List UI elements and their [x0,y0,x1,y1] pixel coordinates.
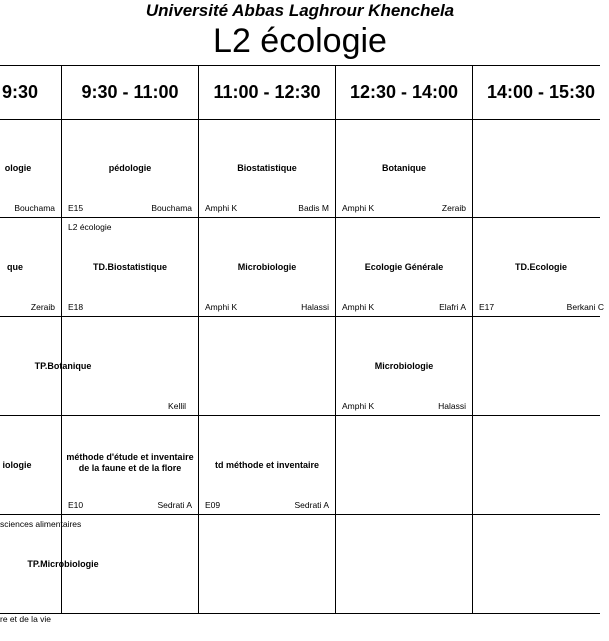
schedule-cell [473,515,600,613]
schedule-cell [473,120,600,217]
schedule-cell [336,416,472,514]
course-name: Botanique [382,163,426,173]
teacher-name: Kellil [168,401,186,411]
schedule-cell [336,515,472,613]
grid-line [0,613,600,614]
time-slot-header: 12:30 - 14:00 [349,81,459,102]
course-name: que [6,261,23,272]
schedule-cell [0,317,198,415]
schedule-cell [0,218,61,316]
room-name: E17 [479,302,495,312]
room-name: E10 [68,500,84,510]
course-name: TD.Ecologie [514,261,567,272]
course-name: td méthode et inventaire [214,459,320,470]
schedule-cell [336,317,472,415]
cell-note: L2 écologie [68,222,112,232]
time-slot-header: 9:30 - 11:00 [81,81,179,102]
room-name: Amphi K [205,302,238,312]
course-name: Microbiologie [237,261,297,272]
schedule-cell [199,120,335,217]
schedule-cell [62,416,198,514]
time-slot-header: 14:00 - 15:30 [486,81,596,102]
schedule-cell [62,218,198,316]
course-name: iologie [2,459,32,470]
room-name: E09 [205,500,221,510]
course-name: Biostatistique [237,163,297,173]
course-name: TD.Biostatistique [92,261,167,272]
teacher-name: Zeraib [441,203,466,213]
schedule-cell [62,120,198,217]
schedule-cell [0,416,61,514]
time-slot-header: 9:30 [1,81,39,102]
room-name: Amphi K [342,203,375,213]
schedule-cell [473,218,604,316]
cell-note: sciences alimentaires [0,519,82,529]
schedule-cell [0,515,198,613]
course-name: Ecologie Générale [364,261,444,272]
course-name: pédologie [108,163,152,173]
room-name: Amphi K [342,302,375,312]
schedule-cell [199,317,335,415]
room-name: E15 [68,203,84,213]
teacher-name: Sedrati A [157,500,192,510]
course-name: ologie [4,163,32,173]
course-name: TP.Microbiologie [27,558,99,569]
footer-text: re et de la vie [0,614,52,624]
schedule-cell [199,218,335,316]
room-name: Amphi K [205,203,238,213]
teacher-name: Zeraib [30,302,55,312]
teacher-name: Halassi [301,302,329,312]
teacher-name: Halassi [438,401,466,411]
room-name: E18 [68,302,84,312]
schedule-cell [199,416,335,514]
teacher-name: Bouchama [14,203,55,213]
teacher-name: Badis M [298,203,329,213]
time-slot-header: 11:00 - 12:30 [213,81,321,102]
schedule-cell [199,515,335,613]
schedule-cell [336,218,472,316]
teacher-name: Bouchama [151,203,192,213]
university-name: Université Abbas Laghrour Khenchela [145,1,455,20]
room-name: Amphi K [342,401,375,411]
course-name: Microbiologie [374,360,434,371]
teacher-name: Berkani C [566,302,604,312]
course-name: TP.Botanique [34,360,92,371]
schedule-cell [473,317,600,415]
teacher-name: Elafri A [439,302,466,312]
schedule-cell [0,120,61,217]
course-name: méthode d'étude et inventaire de la faune et de la flore [66,452,194,473]
schedule-cell [336,120,472,217]
schedule-cell [473,416,600,514]
teacher-name: Sedrati A [294,500,329,510]
page-title: L2 écologie [213,22,387,60]
